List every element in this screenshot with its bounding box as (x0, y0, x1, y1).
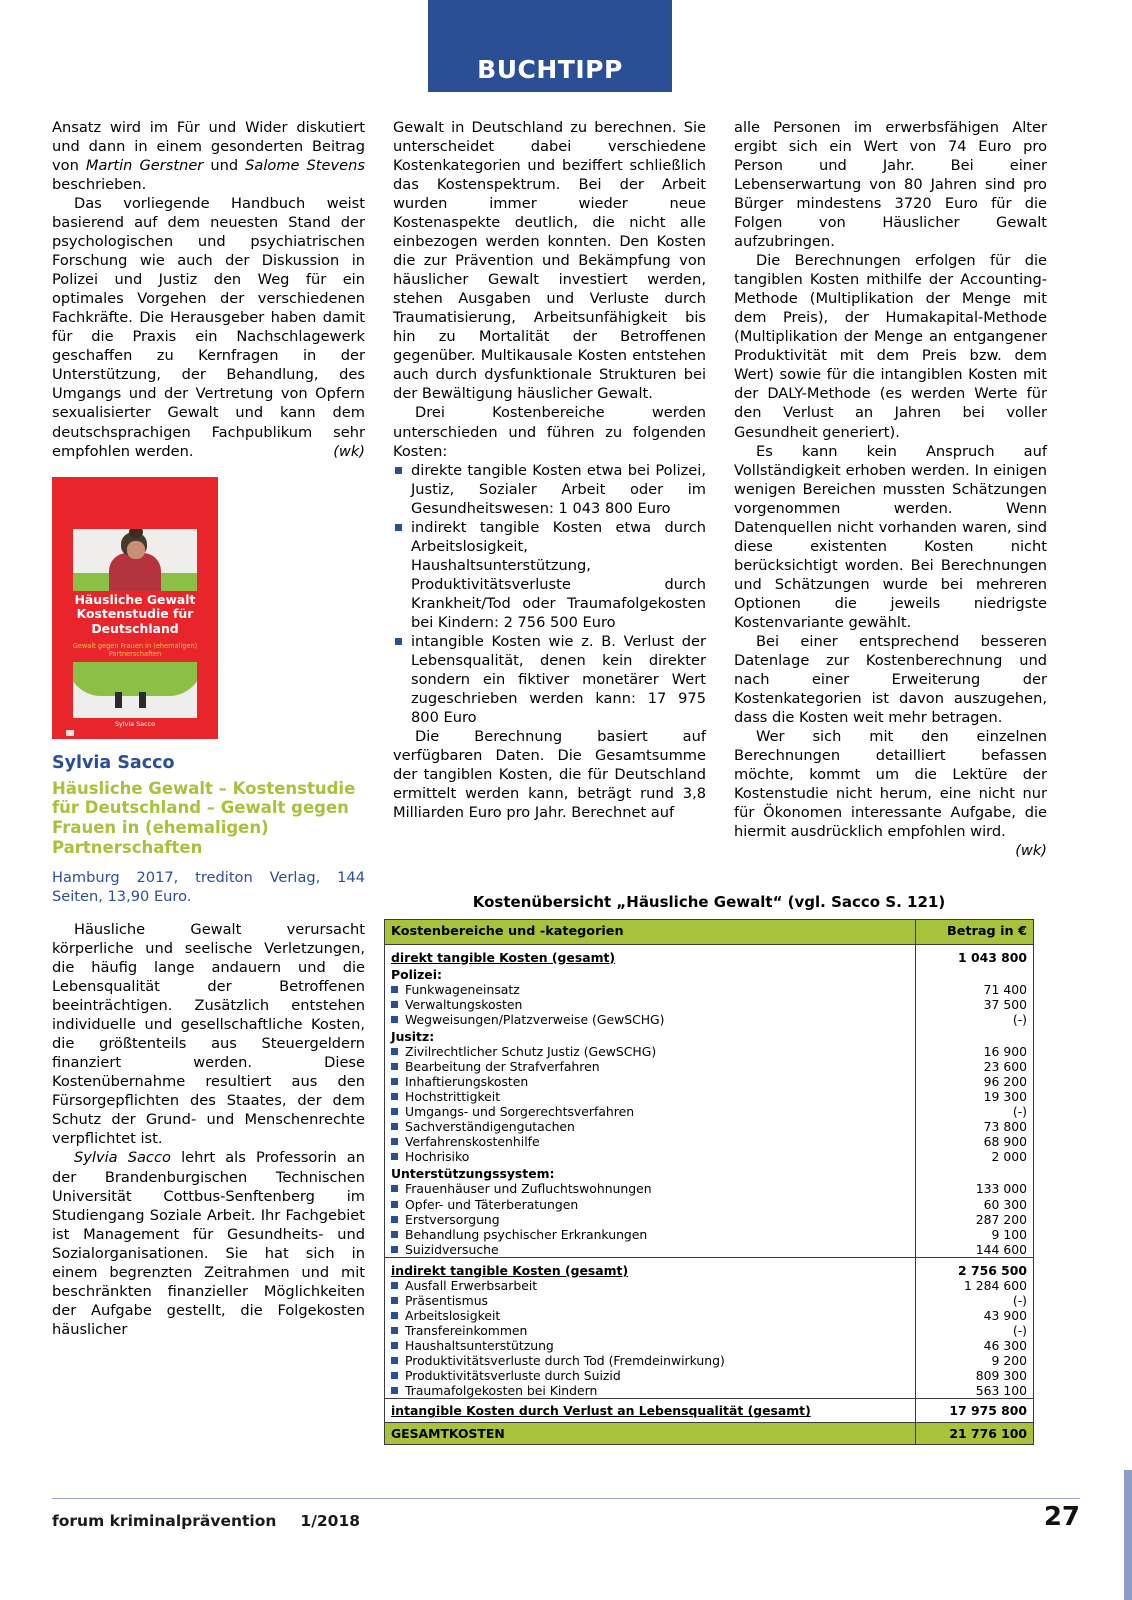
table-item-amount: (-) (916, 1323, 1034, 1338)
c3-paragraph-5 (734, 727, 1047, 860)
table-row (385, 1242, 1034, 1258)
table-item-amount: 19 300 (916, 1089, 1034, 1104)
bullet-square-icon (391, 1246, 398, 1253)
table-item-label: Haushaltsunterstützung (385, 1338, 916, 1353)
table-item-label: Frauenhäuser und Zufluchtswohnungen (385, 1181, 916, 1196)
table-item-label: Arbeitslosigkeit (385, 1308, 916, 1323)
table-item-label: Verfahrenskostenhilfe (385, 1134, 916, 1149)
bullet-square-icon (391, 1063, 398, 1070)
table-total-label: GESAMTKOSTEN (385, 1423, 916, 1445)
bullet-square-icon (391, 1372, 398, 1379)
table-total-amount: 21 776 100 (916, 1423, 1034, 1445)
table-row (385, 1338, 1034, 1353)
table-item-amount: 563 100 (916, 1383, 1034, 1399)
table-row (385, 1181, 1034, 1196)
table-item-label: Funkwageneinsatz (385, 982, 916, 997)
table-item-amount: 809 300 (916, 1368, 1034, 1383)
column-1 (52, 118, 365, 1339)
bullet-square-icon (391, 1297, 398, 1304)
bullet-square-icon (391, 1357, 398, 1364)
footer-journal-name: forum kriminalprävention (52, 1512, 277, 1530)
cover-subtitle-line1: Gewalt gegen Frauen in (ehemaligen) (72, 641, 198, 650)
cover-subtitle (62, 642, 208, 658)
table-total-row (385, 1423, 1034, 1445)
c1-p1-end: beschrieben. (52, 176, 147, 194)
table-row (385, 1149, 1034, 1164)
c3-paragraph-1: alle Personen im erwerbsfähigen Alter ergibt sich ein Wert von 74 Euro pro Person und Jahr. Bei einer Lebenserwartung von 80 Jahren sind pro Bürger mindestens 3720 Euro für die Folgen von Häuslicher Gewalt aufzubringen. (734, 119, 1047, 251)
list-item: indirekt tangible Kosten etwa durch Arbeitslosigkeit, Haushaltsunterstützung, Produktivitätsverluste durch Krankheit/Tod oder Traumafolgekosten bei Kindern: 2 756 500 Euro (393, 518, 706, 632)
table-subhead-label: Polizei: (391, 966, 442, 982)
table-subhead-amount (916, 1027, 1034, 1044)
cover-title-line2: Kostenstudie für (76, 606, 194, 622)
table-item-label: Ausfall Erwerbsarbeit (385, 1278, 916, 1293)
bullet-square-icon (391, 1327, 398, 1334)
table-intangible-label: intangible Kosten durch Verlust an Lebensqualität (gesamt) (385, 1399, 916, 1423)
table-caption-main: Kostenübersicht „Häusliche Gewalt“ (472, 893, 783, 911)
table-item-label: Bearbeitung der Strafverfahren (385, 1059, 916, 1074)
bullet-square-icon (391, 986, 398, 993)
buchtipp-banner (428, 0, 672, 92)
table-item-amount: 9 200 (916, 1353, 1034, 1368)
table-item-amount: (-) (916, 1293, 1034, 1308)
table-group-row (385, 1257, 1034, 1278)
table-item-label: Suizidversuche (385, 1242, 916, 1258)
table-group-amount: 2 756 500 (916, 1257, 1034, 1278)
bullet-square-icon (391, 1048, 398, 1055)
table-item-amount: 16 900 (916, 1044, 1034, 1059)
table-row (385, 1308, 1034, 1323)
c1-p2-text: Das vorliegende Handbuch weist basierend auf dem neuesten Stand der psychologischen und psychiatrischen Forschung wie auch der Diskussion in Polizei und Justiz den Weg für ein optimales Vorgehen der verschiedenen Fachkräfte. Die Herausgeber haben damit für die Praxis ein Nachschlagewerk geschaffen zu Kernfragen in der Unterstützung, der Behandlung, des Umgangs und der Vertretung von Opfern sexualisierter Gewalt und kann dem deutschsprachigen Fachpublikum sehr empfohlen werden. (52, 195, 365, 460)
cover-person-hairbun (129, 529, 143, 538)
table-item-amount: 37 500 (916, 997, 1034, 1012)
c1-p1-italic-2: Salome Stevens (245, 157, 365, 175)
cover-title (60, 593, 210, 637)
list-item: direkte tangible Kosten etwa bei Polizei, Justiz, Sozialer Arbeit oder im Gesundheitswesen: 1 043 800 Euro (393, 461, 706, 518)
c2-paragraph-2: Drei Kostenbereiche werden unterschieden und führen zu folgenden Kosten: (393, 404, 706, 460)
table-item-label: Produktivitätsverluste durch Suizid (385, 1368, 916, 1383)
table-item-label: Produktivitätsverluste durch Tod (Fremdeinwirkung) (385, 1353, 916, 1368)
bullet-square-icon (391, 1123, 398, 1130)
table-item-label: Hochrisiko (385, 1149, 916, 1164)
table-caption (384, 893, 1034, 911)
c1-p1-text: Ansatz wird im Für und Wider diskutiert und dann in einem gesonderten Beitrag von (52, 119, 365, 175)
cover-title-line1: Häusliche Gewalt (74, 591, 196, 607)
table-row (385, 1059, 1034, 1074)
table-header-amount: Betrag in € (916, 920, 1034, 945)
footer-issue: 1/2018 (300, 1512, 361, 1530)
table-row (385, 1212, 1034, 1227)
table-row (385, 1227, 1034, 1242)
table-subhead-label: Unterstützungssystem: (391, 1166, 555, 1182)
table-item-label: Opfer- und Täterberatungen (385, 1197, 916, 1212)
table-item-label: Zivilrechtlicher Schutz Justiz (GewSCHG) (385, 1044, 916, 1059)
c2-paragraph-3: Die Berechnung basiert auf verfügbaren Daten. Die Gesamtsumme der tangiblen Kosten, die für Deutschland ermittelt werden kann, beträgt rund 3,8 Milliarden Euro pro Jahr. Berechnet auf (393, 728, 706, 822)
table-group-label: indirekt tangible Kosten (gesamt) (385, 1257, 916, 1278)
cover-subtitle-line2: Partnerschaften (108, 649, 162, 658)
cost-overview-table (384, 919, 1034, 1445)
c1-paragraph-2 (52, 194, 365, 460)
c1-p2-signature: (wk) (333, 442, 365, 460)
c1-p4-italic: Sylvia Sacco (74, 1149, 171, 1167)
bullet-square-icon (391, 1216, 398, 1223)
table-row (385, 1089, 1034, 1104)
table-group-label: direkt tangible Kosten (gesamt) (391, 949, 616, 965)
table-item-amount: (-) (916, 1012, 1034, 1027)
c1-paragraph-4 (52, 1148, 365, 1338)
bullet-square-icon (391, 1387, 398, 1394)
table-item-amount: 2 000 (916, 1149, 1034, 1164)
table-item-label: Erstversorgung (385, 1212, 916, 1227)
cover-sofa-bottom (73, 662, 197, 696)
cover-person-face (127, 541, 145, 559)
cover-photo-bottom (73, 662, 197, 718)
c1-p4-text: lehrt als Professorin an der Brandenburgischen Technischen Universität Cottbus-Senftenberg im Studiengang Soziale Arbeit. Ihr Fachgebiet ist Management für Gesundheits- und Sozialorganisationen. Sie hat sich in einem begrenzten Zeitrahmen und mit beschränkten finanzieller Möglichkeiten der Aufgabe gestellt, die Folgekosten häuslicher (52, 1149, 365, 1338)
table-row (385, 1293, 1034, 1308)
cover-photo-top (73, 529, 197, 591)
table-intangible-amount: 17 975 800 (916, 1399, 1034, 1423)
table-subhead-label: Jusitz: (391, 1028, 435, 1044)
table-item-amount: 133 000 (916, 1181, 1034, 1196)
bullet-square-icon (391, 1138, 398, 1145)
table-item-amount: (-) (916, 1104, 1034, 1119)
table-item-label: Sachverständigengutachen (385, 1119, 916, 1134)
table-item-amount: 144 600 (916, 1242, 1034, 1258)
table-row (385, 1278, 1034, 1293)
table-item-amount: 68 900 (916, 1134, 1034, 1149)
c1-paragraph-3: Häusliche Gewalt verursacht körperliche und seelische Verletzungen, die häufig lange andauern und die Lebensqualität der Betroffenen beeinträchtigen. Zusätzlich entstehen individuelle und gesellschaftliche Kosten, die größtenteils aus Steuergeldern finanziert werden. Diese Kostenübernahme resultiert aus den Fürsorgepflichten des Staates, der dem Schutz der Grund- und Menschenrechte verpflichtet ist. (52, 921, 365, 1148)
table-row (385, 1383, 1034, 1399)
c2-paragraph-1: Gewalt in Deutschland zu berechnen. Sie unterscheidet dabei verschiedene Kostenkategorien und beziffert schließlich das Kostenspektrum. Bei der Arbeit wurden immer wieder neue Kostenaspekte deutlich, die nicht alle einbezogen werden konnten. Den Kosten die zur Prävention und Bekämpfung von häuslicher Gewalt investiert werden, stehen Ausgaben und Verluste durch Traumatisierung, Arbeitsunfähigkeit bis hin zu Mortalität der Betroffenen gegenüber. Multikausale Kosten entstehen auch durch dysfunktionale Strukturen bei der Bewältigung häuslicher Gewalt. (393, 119, 706, 403)
bullet-square-icon (391, 1231, 398, 1238)
bullet-square-icon (391, 1201, 398, 1208)
table-row (385, 1012, 1034, 1027)
book-title: Häusliche Gewalt – Kostenstudie für Deutschland – Gewalt gegen Frauen in (ehemaligen) Partnerschaften (52, 778, 356, 858)
c1-p1-italic-1: Martin Gerstner (85, 157, 204, 175)
table-item-amount: 9 100 (916, 1227, 1034, 1242)
c1-p1-mid: und (203, 157, 246, 175)
table-item-label: Umgangs- und Sorgerechtsverfahren (385, 1104, 916, 1119)
table-intangible-row (385, 1399, 1034, 1423)
bullet-square-icon (391, 1342, 398, 1349)
table-row (385, 1353, 1034, 1368)
c1-paragraph-1 (52, 118, 365, 194)
table-item-label: Verwaltungskosten (385, 997, 916, 1012)
table-item-amount: 23 600 (916, 1059, 1034, 1074)
footer-journal (52, 1512, 360, 1530)
table-row (385, 1104, 1034, 1119)
c3-p5-text: Wer sich mit den einzelnen Berechnungen detailliert befassen möchte, kommt um die Lektüre der Kostenstudie nicht herum, eine nicht nur für Ökonomen interessante Aufgabe, die hiermit ausdrücklich empfohlen wird. (734, 728, 1047, 841)
table-item-amount: 46 300 (916, 1338, 1034, 1353)
table-subhead-row (385, 965, 1034, 982)
table-row (385, 1119, 1034, 1134)
table-group-row (385, 944, 1034, 965)
table-header-row (385, 920, 1034, 945)
cover-sofa-leg-right (139, 692, 146, 708)
table-subhead-row (385, 1164, 1034, 1181)
page-edge-marker (1124, 1470, 1132, 1600)
bullet-square-icon (391, 1153, 398, 1160)
cover-author: Sylvia Sacco (114, 719, 156, 728)
table-item-amount: 73 800 (916, 1119, 1034, 1134)
bullet-square-icon (391, 1185, 398, 1192)
list-item: intangible Kosten wie z. B. Verlust der Lebensqualität, denen kein direkter sondern ein fiktiver monetärer Wert zugeschrieben werden kann: 17 975 800 Euro (393, 632, 706, 727)
bullet-square-icon (391, 1108, 398, 1115)
table-item-label: Präsentismus (385, 1293, 916, 1308)
table-row (385, 1323, 1034, 1338)
cost-overview-table-block (384, 893, 1034, 1445)
table-header-category: Kostenbereiche und -kategorien (385, 920, 916, 945)
bullet-square-icon (391, 1312, 398, 1319)
publisher-logo-icon (66, 730, 74, 736)
table-row (385, 997, 1034, 1012)
table-row (385, 982, 1034, 997)
table-row (385, 1134, 1034, 1149)
table-subhead-row (385, 1027, 1034, 1044)
cost-areas-bullet-list (393, 461, 706, 727)
table-row (385, 1368, 1034, 1383)
book-publication-info: Hamburg 2017, trediton Verlag, 144 Seiten, 13,90 Euro. (52, 868, 365, 905)
book-author-name: Sylvia Sacco (52, 752, 175, 773)
table-caption-reference: (vgl. Sacco S. 121) (782, 893, 946, 911)
table-item-label: Traumafolgekosten bei Kindern (385, 1383, 916, 1399)
table-item-label: Wegweisungen/Platzverweise (GewSCHG) (385, 1012, 916, 1027)
cover-title-line3: Deutschland (91, 620, 179, 636)
table-item-label: Inhaftierungskosten (385, 1074, 916, 1089)
table-item-amount: 43 900 (916, 1308, 1034, 1323)
table-group-amount: 1 043 800 (916, 944, 1034, 965)
table-subhead-amount (916, 1164, 1034, 1181)
table-item-label: Hochstrittigkeit (385, 1089, 916, 1104)
bullet-square-icon (391, 1001, 398, 1008)
table-item-label: Behandlung psychischer Erkrankungen (385, 1227, 916, 1242)
table-row (385, 1197, 1034, 1212)
c3-paragraph-3: Es kann kein Anspruch auf Vollständigkeit erhoben werden. In einigen wenigen Bereichen mussten Schätzungen vorgenommen werden. Wenn Datenquellen nicht vorhanden waren, sind diese existenten Kosten nicht berücksichtigt worden. Bei Berechnungen und Schätzungen wurde bei mehreren Optionen die jeweils niedrigste Kostenvariante gewählt. (734, 442, 1047, 631)
bullet-square-icon (391, 1093, 398, 1100)
table-item-amount: 71 400 (916, 982, 1034, 997)
banner-label: BUCHTIPP (477, 55, 623, 84)
cover-sofa-leg-left (115, 692, 122, 708)
table-row (385, 1074, 1034, 1089)
bullet-square-icon (391, 1016, 398, 1023)
c3-p5-signature: (wk) (1015, 842, 1047, 860)
footer-divider (52, 1498, 1080, 1499)
table-row (385, 1044, 1034, 1059)
bullet-square-icon (391, 1078, 398, 1085)
table-subhead-amount (916, 965, 1034, 982)
bullet-square-icon (391, 1282, 398, 1289)
table-item-label: Transfereinkommen (385, 1323, 916, 1338)
table-item-amount: 96 200 (916, 1074, 1034, 1089)
table-item-amount: 287 200 (916, 1212, 1034, 1227)
table-item-amount: 1 284 600 (916, 1278, 1034, 1293)
book-cover-image (52, 477, 218, 739)
c3-paragraph-4: Bei einer entsprechend besseren Datenlage zur Kostenberechnung und nach einer Erweiterung der Kostenkategorien ist davon auszugehen, dass die Kosten weit mehr betragen. (734, 632, 1047, 726)
c3-paragraph-2: Die Berechnungen erfolgen für die tangiblen Kosten mithilfe der Accounting-Methode (Multiplikation der Menge mit dem Preis), der Humakapital-Methode (Multiplikation der Menge an entgangener Produktivität mit dem Preis bzw. dem Wert) sowie für die intangiblen Kosten mit der DALY-Methode (es werden Werte für den Verlust an Jahren bei voller Gesundheit generiert). (734, 252, 1047, 441)
table-item-amount: 60 300 (916, 1197, 1034, 1212)
page-number: 27 (1043, 1502, 1080, 1532)
